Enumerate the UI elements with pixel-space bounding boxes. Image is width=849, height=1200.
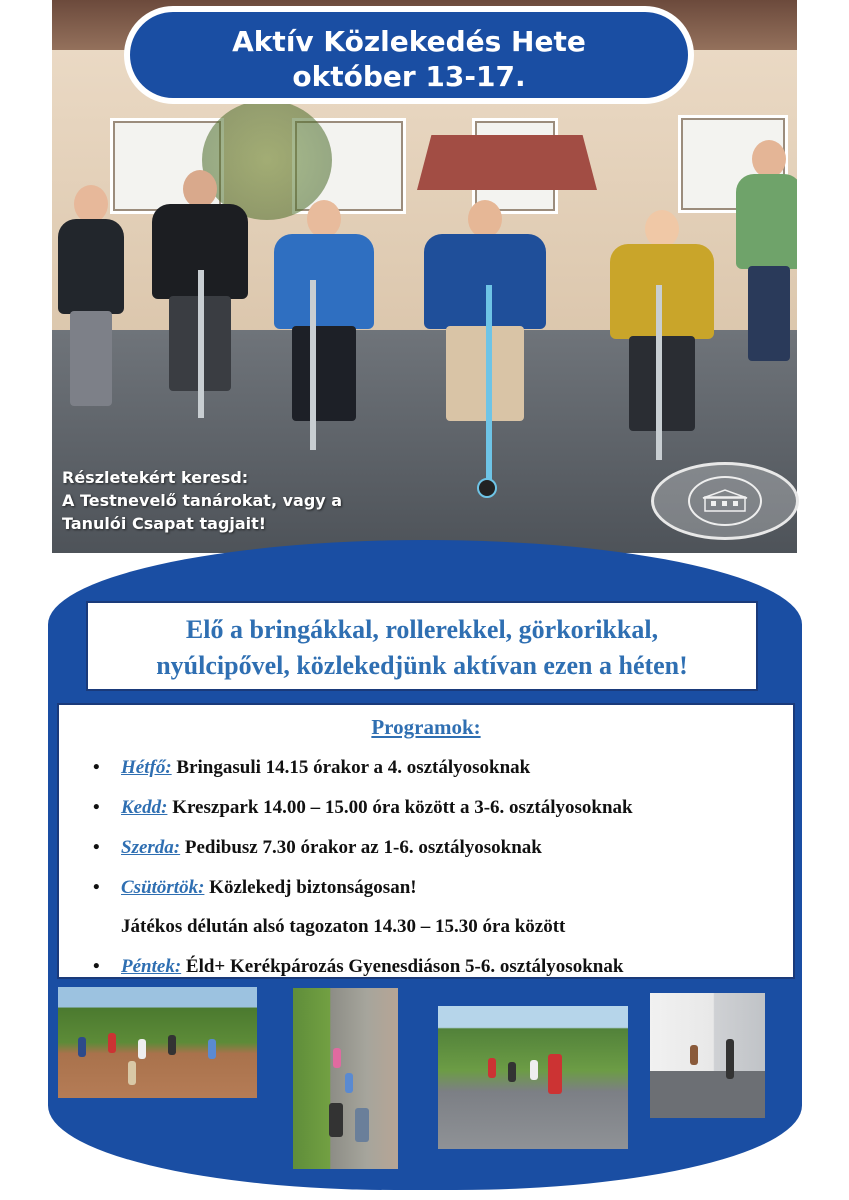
contact-note-line: Tanulói Csapat tagjait! [62,514,267,533]
contact-note-line: A Testnevelő tanárokat, vagy a [62,491,343,510]
event-title: Aktív Közlekedés Hete [232,25,586,58]
event-title-banner [124,6,694,104]
program-item-monday [93,757,530,779]
bullet: • [93,837,100,858]
child-figure [610,210,714,440]
photo-walking-bus [293,988,398,1169]
bullet: • [93,877,100,898]
event-dates: október 13-17. [292,60,526,93]
bullet: • [93,956,100,977]
contact-note-line: Részletekért keresd: [62,468,249,487]
child-figure [424,200,546,470]
program-day: Kedd: [121,797,168,818]
bullet: • [93,757,100,778]
scooter [198,270,204,418]
program-day: Péntek: [121,956,182,977]
program-item-thursday-continuation: Játékos délután alsó tagozaton 14.30 – 15.30 óra között [121,916,566,937]
program-text: Éld+ Kerékpározás Gyenesdiáson 5-6. osztályosoknak [181,956,624,977]
program-day: Szerda: [121,837,181,858]
program-day: Csütörtök: [121,877,205,898]
child-figure [58,185,124,415]
slogan-box [86,601,758,691]
slogan-line: Elő a bringákkal, rollerekkel, görkorikkal, [185,615,659,644]
school-building-icon [688,476,762,526]
scooter [310,280,316,450]
program-text: Bringasuli 14.15 órakor a 4. osztályosoknak [171,757,531,778]
slogan-line: nyúlcipővel, közlekedjünk aktívan ezen a héten! [156,651,688,680]
scooter [656,285,662,460]
photo-bike-school [58,987,257,1098]
child-figure [736,140,797,430]
programs-heading: Programok: [371,715,481,739]
program-item-friday [93,956,623,978]
shelter-roof [417,135,597,190]
photo-scooter-practice [650,993,765,1118]
photo-cycling-trip [438,1006,628,1149]
child-figure [274,200,374,430]
building-icon [702,489,748,513]
program-day: Hétfő: [121,757,172,778]
scooter [486,285,492,480]
program-item-tuesday [93,797,633,819]
bullet: • [93,797,100,818]
scooter-wheel [477,478,497,498]
program-text: Közlekedj biztonságosan! [204,877,417,898]
program-item-wednesday [93,837,542,859]
programs-box [57,703,795,979]
program-text: Pedibusz 7.30 órakor az 1-6. osztályosoknak [180,837,542,858]
school-seal-icon [651,462,799,540]
contact-note [62,466,342,535]
program-item-thursday [93,877,417,899]
program-text: Kreszpark 14.00 – 15.00 óra között a 3-6. osztályosoknak [167,797,633,818]
